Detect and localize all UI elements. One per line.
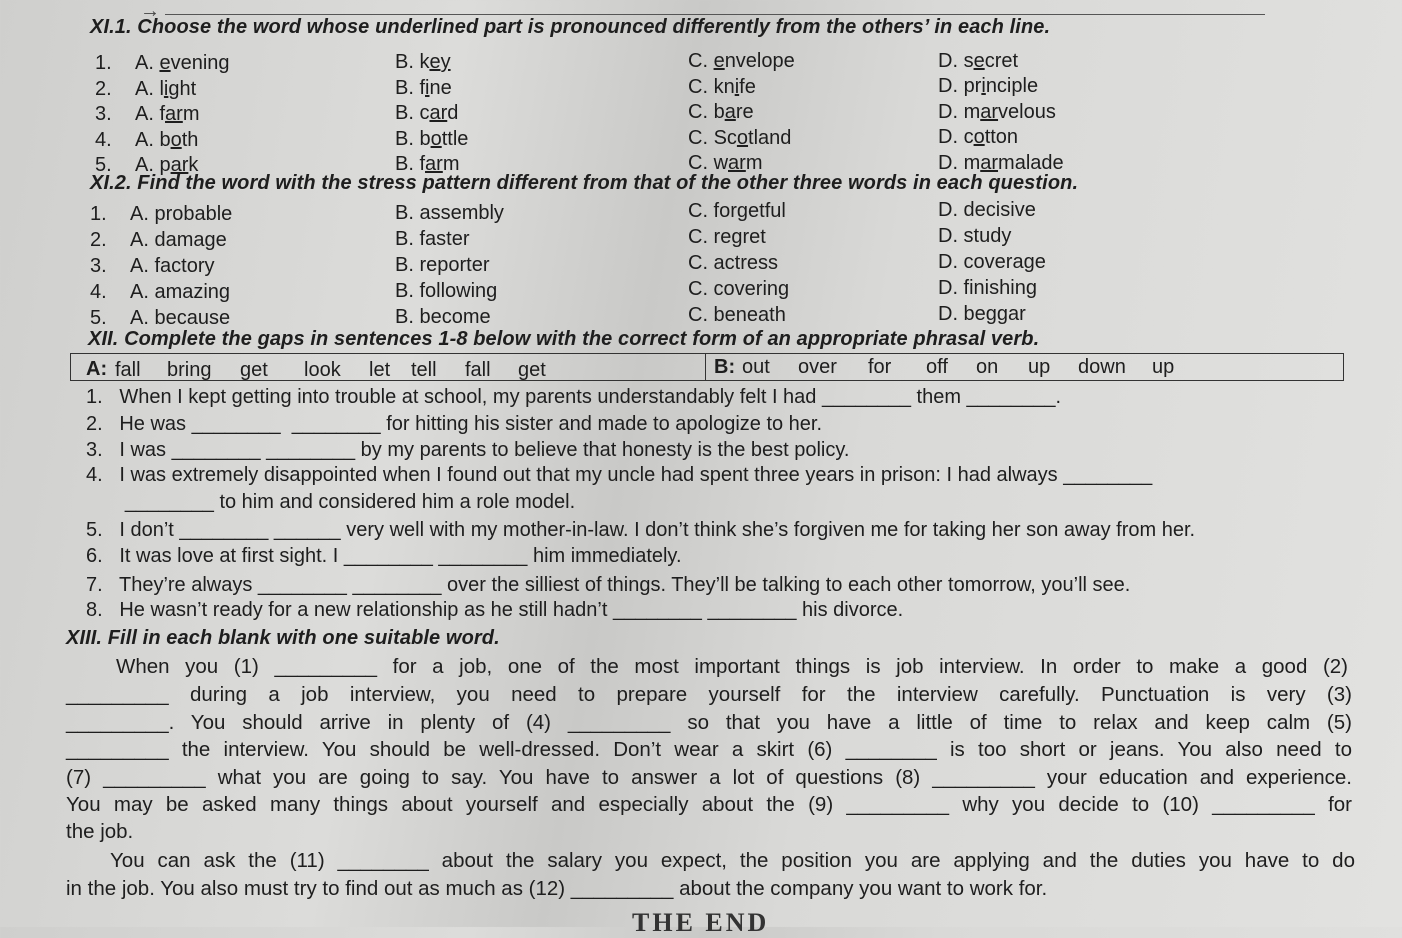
- option-text: nvelope: [724, 50, 795, 73]
- underlined-part: i: [734, 75, 740, 98]
- word-box-a-label: A:: [86, 358, 108, 380]
- sentence: 5. I don’t ________ ______ very well with my mother-in-law. I don’t think she’s forgiven me for taking her son away from her.: [86, 519, 1196, 541]
- word-box-b-word: for: [868, 356, 892, 378]
- word-box-b-word: up: [1028, 356, 1051, 378]
- option-text: m: [963, 151, 981, 174]
- option-text: ght: [168, 77, 197, 100]
- option-text: nciple: [985, 75, 1039, 98]
- question-number: 5.: [95, 154, 112, 176]
- option-text: C.: [688, 50, 714, 73]
- option-text: A.: [135, 128, 160, 151]
- option: [135, 78, 196, 101]
- option-text: D.: [938, 126, 964, 149]
- option-text: Sc: [713, 126, 737, 149]
- question-number: 3.: [95, 103, 112, 125]
- paragraph-line: _________. You should arrive in plenty of (4) _________ so that you have a little of time to relax and keep calm (5): [66, 711, 1352, 734]
- word-box-a-word: fall: [115, 359, 141, 381]
- option-text: B.: [395, 76, 420, 99]
- underlined-part: ar: [170, 154, 189, 176]
- sentence: 8. He wasn’t ready for a new relationship as he still hadn’t ________ ________ his divorce.: [86, 599, 904, 621]
- paragraph-line: You can ask the (11) ________ about the salary you expect, the position you are applying and the duties you have to do: [110, 849, 1355, 872]
- paragraph-line: in the job. You also must try to find out as much as (12) _________ about the company you want to work for.: [66, 877, 1048, 900]
- option: A. probable: [130, 203, 233, 225]
- option: C. forgetful: [688, 200, 786, 223]
- option-text: b: [419, 127, 431, 150]
- sentence: ________ to him and considered him a role model.: [86, 491, 576, 513]
- option: D. finishing: [938, 276, 1037, 299]
- option-text: malade: [998, 151, 1064, 174]
- option-text: D.: [938, 100, 964, 123]
- option: [395, 51, 451, 74]
- option-text: vening: [170, 52, 230, 74]
- paragraph-line: _________ the interview. You should be well-dressed. Don’t wear a skirt (6) ________ is too short or jeans. You also need to: [66, 738, 1352, 761]
- option-text: k: [419, 51, 430, 74]
- underlined-part: ar: [980, 100, 999, 123]
- option-text: pr: [963, 75, 982, 98]
- option-text: m: [442, 153, 460, 176]
- option-text: f: [159, 103, 166, 125]
- option-text: m: [745, 152, 763, 175]
- underlined-part: o: [170, 128, 182, 151]
- paragraph-line: You may be asked many things about yourself and especially about the (9) _________ why you decide to (10) _________ for: [66, 793, 1352, 816]
- question-number: 1.: [90, 203, 107, 225]
- option: B. following: [395, 279, 498, 302]
- option: A. because: [130, 307, 231, 329]
- option-text: C.: [688, 75, 714, 98]
- word-box-divider: [705, 354, 706, 380]
- option-text: ttle: [441, 127, 469, 150]
- option: C. actress: [688, 252, 779, 275]
- word-box-a-word: bring: [167, 359, 212, 381]
- option-text: k: [188, 154, 199, 176]
- paragraph-line: the job.: [66, 820, 134, 843]
- option-text: p: [159, 154, 171, 176]
- option-text: c: [419, 102, 430, 125]
- option: C. regret: [688, 226, 766, 249]
- word-box-a-word: tell: [411, 359, 437, 381]
- option-text: f: [419, 153, 426, 176]
- option-text: B.: [395, 127, 420, 150]
- option: D. decisive: [938, 198, 1036, 221]
- paragraph-line: When you (1) _________ for a job, one of the most important things is job interview. In order to make a good (2): [116, 655, 1348, 678]
- option: B. reporter: [395, 253, 490, 276]
- option: [938, 126, 1018, 149]
- paragraph-line: _________ during a job interview, you need to prepare yourself for the interview carefully. Punctuation is very (3): [66, 683, 1352, 706]
- underlined-part: a: [724, 101, 736, 124]
- sentence: 2. He was ________ ________ for hitting his sister and made to apologize to her.: [86, 413, 823, 435]
- question-number: 5.: [90, 307, 107, 329]
- option-text: D.: [938, 75, 964, 98]
- underlined-part: e: [973, 49, 985, 72]
- option-text: cret: [984, 49, 1019, 72]
- option-text: th: [181, 128, 199, 151]
- option-text: B.: [395, 51, 420, 74]
- option: [688, 76, 756, 99]
- option-text: A.: [135, 154, 160, 176]
- option-text: kn: [713, 75, 735, 98]
- word-box-a-word: let: [369, 359, 391, 381]
- sentence: 7. They’re always ________ ________ over the silliest of things. They’ll be talking to each other tomorrow, you’ll see.: [86, 574, 1131, 596]
- word-box-a-word: get: [518, 359, 546, 381]
- word-box-a-word: get: [240, 359, 268, 381]
- underlined-part: e: [159, 52, 171, 74]
- underlined-part: i: [163, 77, 169, 100]
- option: [688, 101, 754, 124]
- option: [135, 103, 199, 126]
- question-number: 1.: [95, 52, 112, 74]
- underlined-part: i: [981, 75, 986, 98]
- option: D. study: [938, 224, 1012, 247]
- option: [135, 129, 198, 152]
- option: [395, 102, 458, 125]
- option-text: A.: [135, 77, 160, 100]
- arrow-mark: →: [140, 0, 160, 22]
- question-number: 3.: [90, 255, 107, 277]
- option: B. become: [395, 305, 491, 328]
- word-box-b-label: B:: [714, 356, 736, 378]
- option: [688, 127, 791, 150]
- option-text: re: [735, 101, 754, 124]
- underlined-part: ar: [728, 152, 746, 175]
- word-box-b-word: off: [926, 356, 948, 378]
- option: [395, 128, 468, 151]
- option-text: fe: [739, 75, 756, 98]
- sentence: 1. When I kept getting into trouble at school, my parents understandably felt I had ________ them ________.: [86, 386, 1062, 408]
- option: [135, 52, 230, 75]
- underlined-part: i: [425, 76, 430, 99]
- word-box-b-word: down: [1078, 356, 1126, 378]
- option: C. beneath: [688, 304, 786, 327]
- the-end-label: THE END: [632, 908, 770, 937]
- option: B. faster: [395, 227, 470, 250]
- option: C. covering: [688, 278, 790, 301]
- underlined-part: ey: [429, 51, 451, 74]
- option-text: l: [159, 77, 164, 100]
- section-title: XI.1. Choose the word whose underlined part is pronounced differently from the others’ in each line.: [90, 16, 1051, 38]
- option-text: D.: [938, 49, 964, 72]
- option-text: w: [713, 152, 729, 175]
- underlined-part: o: [430, 127, 442, 150]
- sentence: 3. I was ________ ________ by my parents to believe that honesty is the best policy.: [86, 439, 850, 461]
- option-text: A.: [135, 52, 160, 74]
- word-box-b-word: over: [798, 356, 837, 378]
- option-text: D.: [938, 151, 964, 174]
- option: [395, 77, 452, 100]
- section-title: XIII. Fill in each blank with one suitable word.: [66, 627, 500, 649]
- sentence: 6. It was love at first sight. I ________ ________ him immediately.: [86, 545, 682, 567]
- option-text: B.: [395, 102, 420, 125]
- underlined-part: e: [713, 50, 725, 73]
- underlined-part: o: [973, 126, 985, 149]
- option-text: d: [447, 102, 459, 125]
- option: A. factory: [130, 255, 215, 277]
- divider: [165, 14, 1265, 15]
- underlined-part: ar: [980, 151, 999, 174]
- word-box-b-word: on: [976, 356, 999, 378]
- word-box-b-word: out: [742, 356, 770, 378]
- option-text: A.: [135, 103, 160, 125]
- option-text: m: [963, 100, 981, 123]
- word-box-a-word: look: [304, 359, 341, 381]
- option: A. damage: [130, 229, 227, 251]
- option: [938, 75, 1038, 98]
- option: B. assembly: [395, 201, 504, 224]
- section-title: XII. Complete the gaps in sentences 1-8 below with the correct form of an appropriate phrasal verb.: [88, 328, 1040, 350]
- word-box-b-word: up: [1152, 356, 1175, 378]
- option-text: s: [963, 49, 974, 72]
- question-number: 2.: [90, 229, 107, 251]
- option-text: f: [419, 76, 426, 99]
- option: [688, 50, 795, 73]
- option-text: b: [713, 101, 725, 124]
- option: D. coverage: [938, 250, 1046, 273]
- option-text: B.: [395, 153, 420, 176]
- option-text: tland: [748, 126, 792, 149]
- option-text: tton: [984, 126, 1019, 149]
- option-text: m: [182, 103, 200, 125]
- option-text: b: [159, 128, 171, 151]
- underlined-part: ar: [425, 153, 443, 176]
- section-title: XI.2. Find the word with the stress pattern different from that of the other three words in each question.: [90, 172, 1079, 194]
- option-text: ne: [429, 76, 452, 99]
- option-text: c: [963, 126, 974, 149]
- option: [938, 50, 1018, 73]
- question-number: 2.: [95, 77, 112, 100]
- option: D. beggar: [938, 302, 1026, 325]
- option-text: velous: [998, 100, 1056, 123]
- question-number: 4.: [90, 281, 107, 303]
- underlined-part: ar: [429, 102, 448, 125]
- underlined-part: ar: [165, 103, 183, 125]
- underlined-part: o: [736, 126, 749, 149]
- option: [938, 101, 1056, 124]
- option: A. amazing: [130, 281, 231, 303]
- option-text: C.: [688, 126, 714, 149]
- option-text: C.: [688, 101, 714, 124]
- word-box-a-word: fall: [465, 359, 491, 381]
- question-number: 4.: [95, 128, 112, 151]
- sentence: 4. I was extremely disappointed when I found out that my uncle had spent three years in prison: I had always ________: [86, 464, 1153, 486]
- option-text: C.: [688, 152, 714, 175]
- paragraph-line: (7) _________ what you are going to say. You have to answer a lot of questions (8) _________ your education and experience.: [66, 766, 1352, 789]
